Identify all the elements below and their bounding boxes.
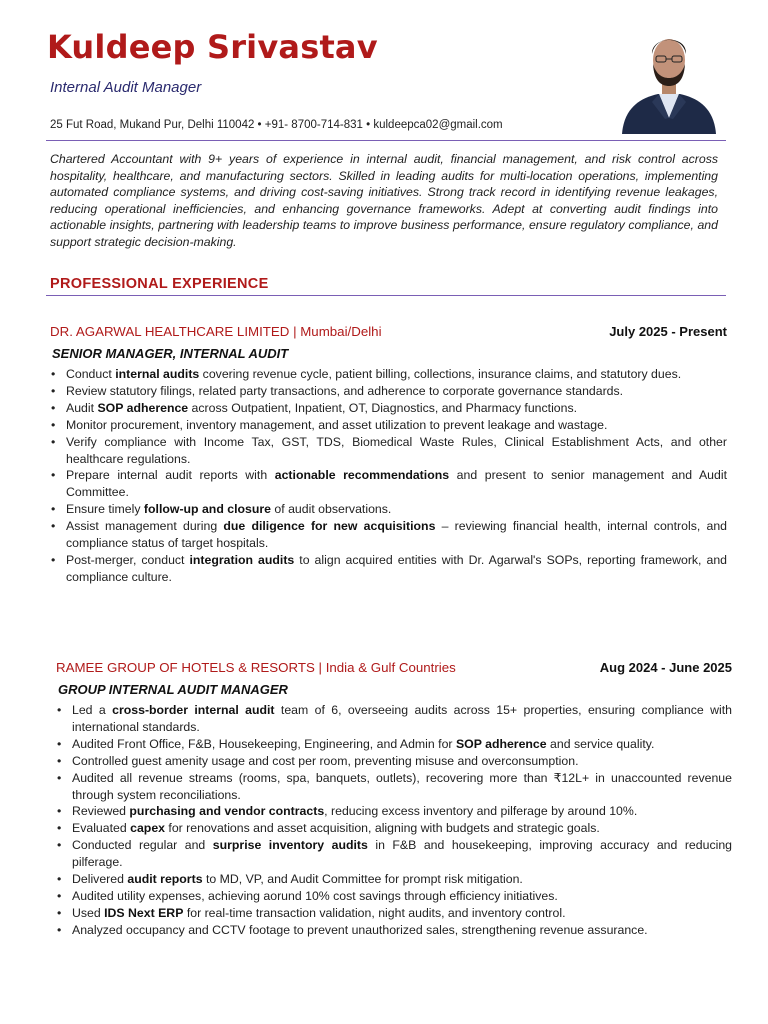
responsibility-item: [66, 518, 727, 552]
text-segment: Audit: [66, 400, 98, 415]
text-segment: to align acquired entities with Dr. Agarwal's SOPs, reporting framework, and compliance culture.: [66, 552, 728, 584]
text-segment: Monitor procurement, inventory management, and asset utilization to prevent leakage and wastage.: [66, 417, 608, 432]
text-segment: Delivered: [72, 872, 128, 887]
text-segment: and present to senior management and Audit Committee.: [66, 468, 727, 500]
text-segment: Conducted regular and: [72, 838, 213, 853]
text-segment: Ensure timely: [66, 502, 144, 517]
text-segment: covering revenue cycle, patient billing, collections, insurance claims, and statutory dues.: [199, 367, 682, 381]
bold-text: capex: [130, 821, 165, 836]
text-segment: Audited all revenue streams (rooms, spa, banquets, outlets), recovering more than ₹12L+ in unaccounted revenue through system reconciliations.: [72, 770, 732, 802]
responsibility-item: [66, 552, 727, 586]
text-segment: Review statutory filings, related party transactions, and adherence to corporate governance standards.: [66, 383, 624, 398]
candidate-name: Kuldeep Srivastav: [47, 28, 378, 66]
text-segment: Post-merger, conduct: [66, 552, 190, 567]
text-segment: to MD, VP, and Audit Committee for prompt risk mitigation.: [202, 872, 523, 887]
bold-text: IDS Next ERP: [104, 905, 184, 920]
bold-text: purchasing and vendor contracts: [129, 804, 325, 819]
responsibility-item: [72, 922, 732, 939]
text-segment: Analyzed occupancy and CCTV footage to prevent unauthorized sales, strengthening revenue assurance.: [72, 922, 648, 937]
bold-text: SOP adherence: [97, 400, 189, 415]
responsibility-item: [72, 702, 732, 736]
company-name: DR. AGARWAL HEALTHCARE LIMITED | Mumbai/Delhi: [50, 324, 382, 339]
responsibility-item: [72, 820, 732, 837]
responsibility-item: [72, 753, 732, 770]
text-segment: , reducing excess inventory and pilferage by around 10%.: [324, 804, 638, 819]
job-entry: [56, 660, 732, 939]
section-divider: [46, 295, 726, 296]
responsibility-item: [66, 501, 727, 518]
responsibility-item: [72, 888, 732, 905]
responsibility-item: [72, 871, 732, 888]
responsibility-item: [72, 770, 732, 804]
bold-text: SOP adherence: [455, 736, 547, 751]
text-segment: of audit observations.: [271, 502, 392, 517]
text-segment: and service quality.: [546, 736, 655, 751]
employment-dates: July 2025 - Present: [609, 324, 727, 339]
responsibility-item: [66, 366, 727, 383]
bold-text: follow-up and closure: [143, 502, 271, 517]
job-title: GROUP INTERNAL AUDIT MANAGER: [58, 682, 288, 697]
responsibility-item: [72, 736, 732, 753]
responsibility-item: [72, 803, 732, 820]
text-segment: Prepare internal audit reports with: [66, 468, 275, 483]
text-segment: across Outpatient, Inpatient, OT, Diagnostics, and Pharmacy functions.: [188, 400, 578, 415]
responsibility-item: [66, 434, 727, 468]
job-entry: [50, 324, 727, 586]
job-role: Internal Audit Manager: [50, 79, 202, 96]
responsibility-item: [66, 417, 727, 434]
section-title-experience: PROFESSIONAL EXPERIENCE: [50, 276, 269, 292]
responsibility-item: [72, 905, 732, 922]
contact-line: 25 Fut Road, Mukand Pur, Delhi 110042 • +91- 8700-714-831 • kuldeepca02@gmail.com: [50, 119, 503, 131]
job-title: SENIOR MANAGER, INTERNAL AUDIT: [52, 346, 289, 361]
company-name: RAMEE GROUP OF HOTELS & RESORTS | India & Gulf Countries: [56, 660, 456, 675]
bold-text: surprise inventory audits: [212, 838, 368, 853]
text-segment: Reviewed: [72, 804, 130, 819]
bold-text: audit reports: [127, 872, 203, 887]
responsibility-item: [66, 467, 727, 501]
text-segment: for real-time transaction validation, night audits, and inventory control.: [183, 905, 566, 920]
text-segment: Assist management during: [66, 519, 224, 534]
text-segment: Led a: [72, 703, 113, 717]
employment-dates: Aug 2024 - June 2025: [599, 660, 732, 675]
bold-text: integration audits: [189, 552, 295, 567]
text-segment: Audited Front Office, F&B, Housekeeping, Engineering, and Admin for: [72, 736, 456, 751]
responsibility-item: [66, 400, 727, 417]
profile-photo: [618, 24, 720, 134]
text-segment: Audited utility expenses, achieving aorund 10% cost savings through efficiency initiatives.: [72, 888, 558, 903]
responsibility-list: [56, 702, 732, 939]
responsibility-item: [72, 837, 732, 871]
text-segment: – reviewing financial health, internal controls, and compliance status of target hospitals.: [66, 519, 727, 551]
bold-text: due diligence for new acquisitions: [223, 519, 436, 534]
text-segment: Used: [72, 905, 105, 920]
responsibility-item: [66, 383, 727, 400]
text-segment: team of 6, overseeing audits across 15+ properties, ensuring compliance with international standards.: [72, 703, 732, 734]
responsibility-list: [50, 366, 727, 586]
header-divider: [46, 140, 726, 141]
text-segment: in F&B and housekeeping, improving accuracy and reducing pilferage.: [72, 838, 732, 870]
text-segment: for renovations and asset acquisition, aligning with budgets and strategic goals.: [165, 821, 600, 836]
bold-text: internal audits: [115, 367, 200, 381]
text-segment: Conduct: [66, 367, 116, 381]
text-segment: Evaluated: [72, 821, 131, 836]
bold-text: cross-border internal audit: [112, 703, 275, 717]
professional-summary: Chartered Accountant with 9+ years of experience in internal audit, financial management, and risk control across hospitality, healthcare, and manufacturing sectors. Skilled in leading audits for multi-location operations, implementing automated compliance systems, and driving cost-saving initiatives. Strong track record in identifying revenue leakages, reducing operational inefficiencies, and enhancing governance frameworks. Adept at converting audit findings into actionable insights, partnering with leadership teams to improve business performance, ensure regulatory compliance, and support strategic decision-making.: [50, 152, 718, 249]
bold-text: actionable recommendations: [274, 468, 450, 483]
text-segment: Verify compliance with Income Tax, GST, TDS, Biomedical Waste Rules, Clinical Establishment Acts, and other healthcare regulations.: [66, 434, 727, 466]
text-segment: Controlled guest amenity usage and cost per room, preventing misuse and overconsumption.: [72, 753, 579, 768]
